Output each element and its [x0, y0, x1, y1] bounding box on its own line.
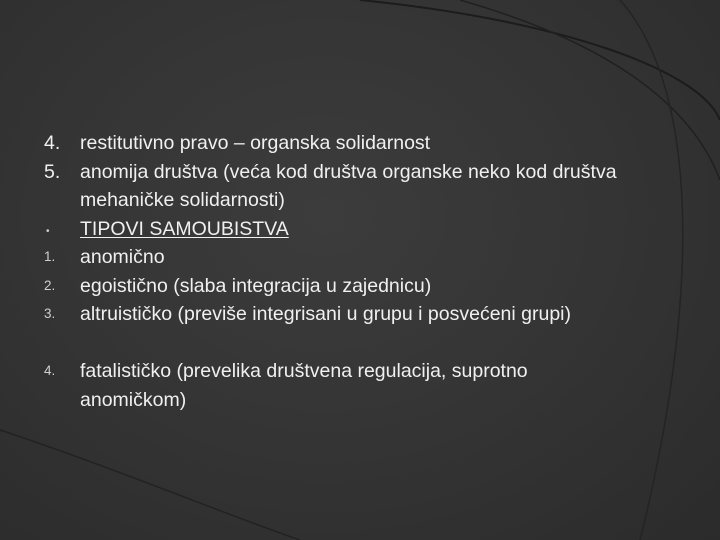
decor-arc-bottom-left: [0, 430, 300, 540]
list-item-text: restitutivno pravo – organska solidarnost: [80, 132, 431, 154]
list-item: [44, 215, 684, 244]
list-item: [44, 272, 684, 301]
list-item-text: altruističko (previše integrisani u grupu i posvećeni grupi): [80, 303, 571, 325]
slide-content: [44, 129, 684, 414]
list-item: [44, 357, 684, 414]
list-item-text: fatalističko (prevelika društvena regulacija, suprotno anomičkom): [80, 360, 528, 411]
list-marker: 2.: [44, 277, 56, 293]
list-marker: 3.: [44, 306, 56, 321]
list-item: [44, 129, 684, 158]
list-item-text: egoistično (slaba integracija u zajednicu): [80, 274, 432, 297]
list-marker: 1.: [44, 249, 56, 264]
list-marker: 5.: [44, 160, 61, 183]
section-heading: TIPOVI SAMOUBISTVA: [80, 217, 289, 240]
list-item: [44, 300, 684, 357]
bullet-icon: •: [46, 225, 50, 237]
list-item-text: anomično: [80, 246, 165, 268]
list-item: [44, 243, 684, 272]
list-marker: 4.: [44, 132, 61, 154]
list-item: [44, 158, 684, 215]
list-item-text: anomija društva (veća kod društva organske neko kod društva mehaničke solidarnosti): [80, 160, 617, 211]
list-marker: 4.: [44, 363, 56, 378]
